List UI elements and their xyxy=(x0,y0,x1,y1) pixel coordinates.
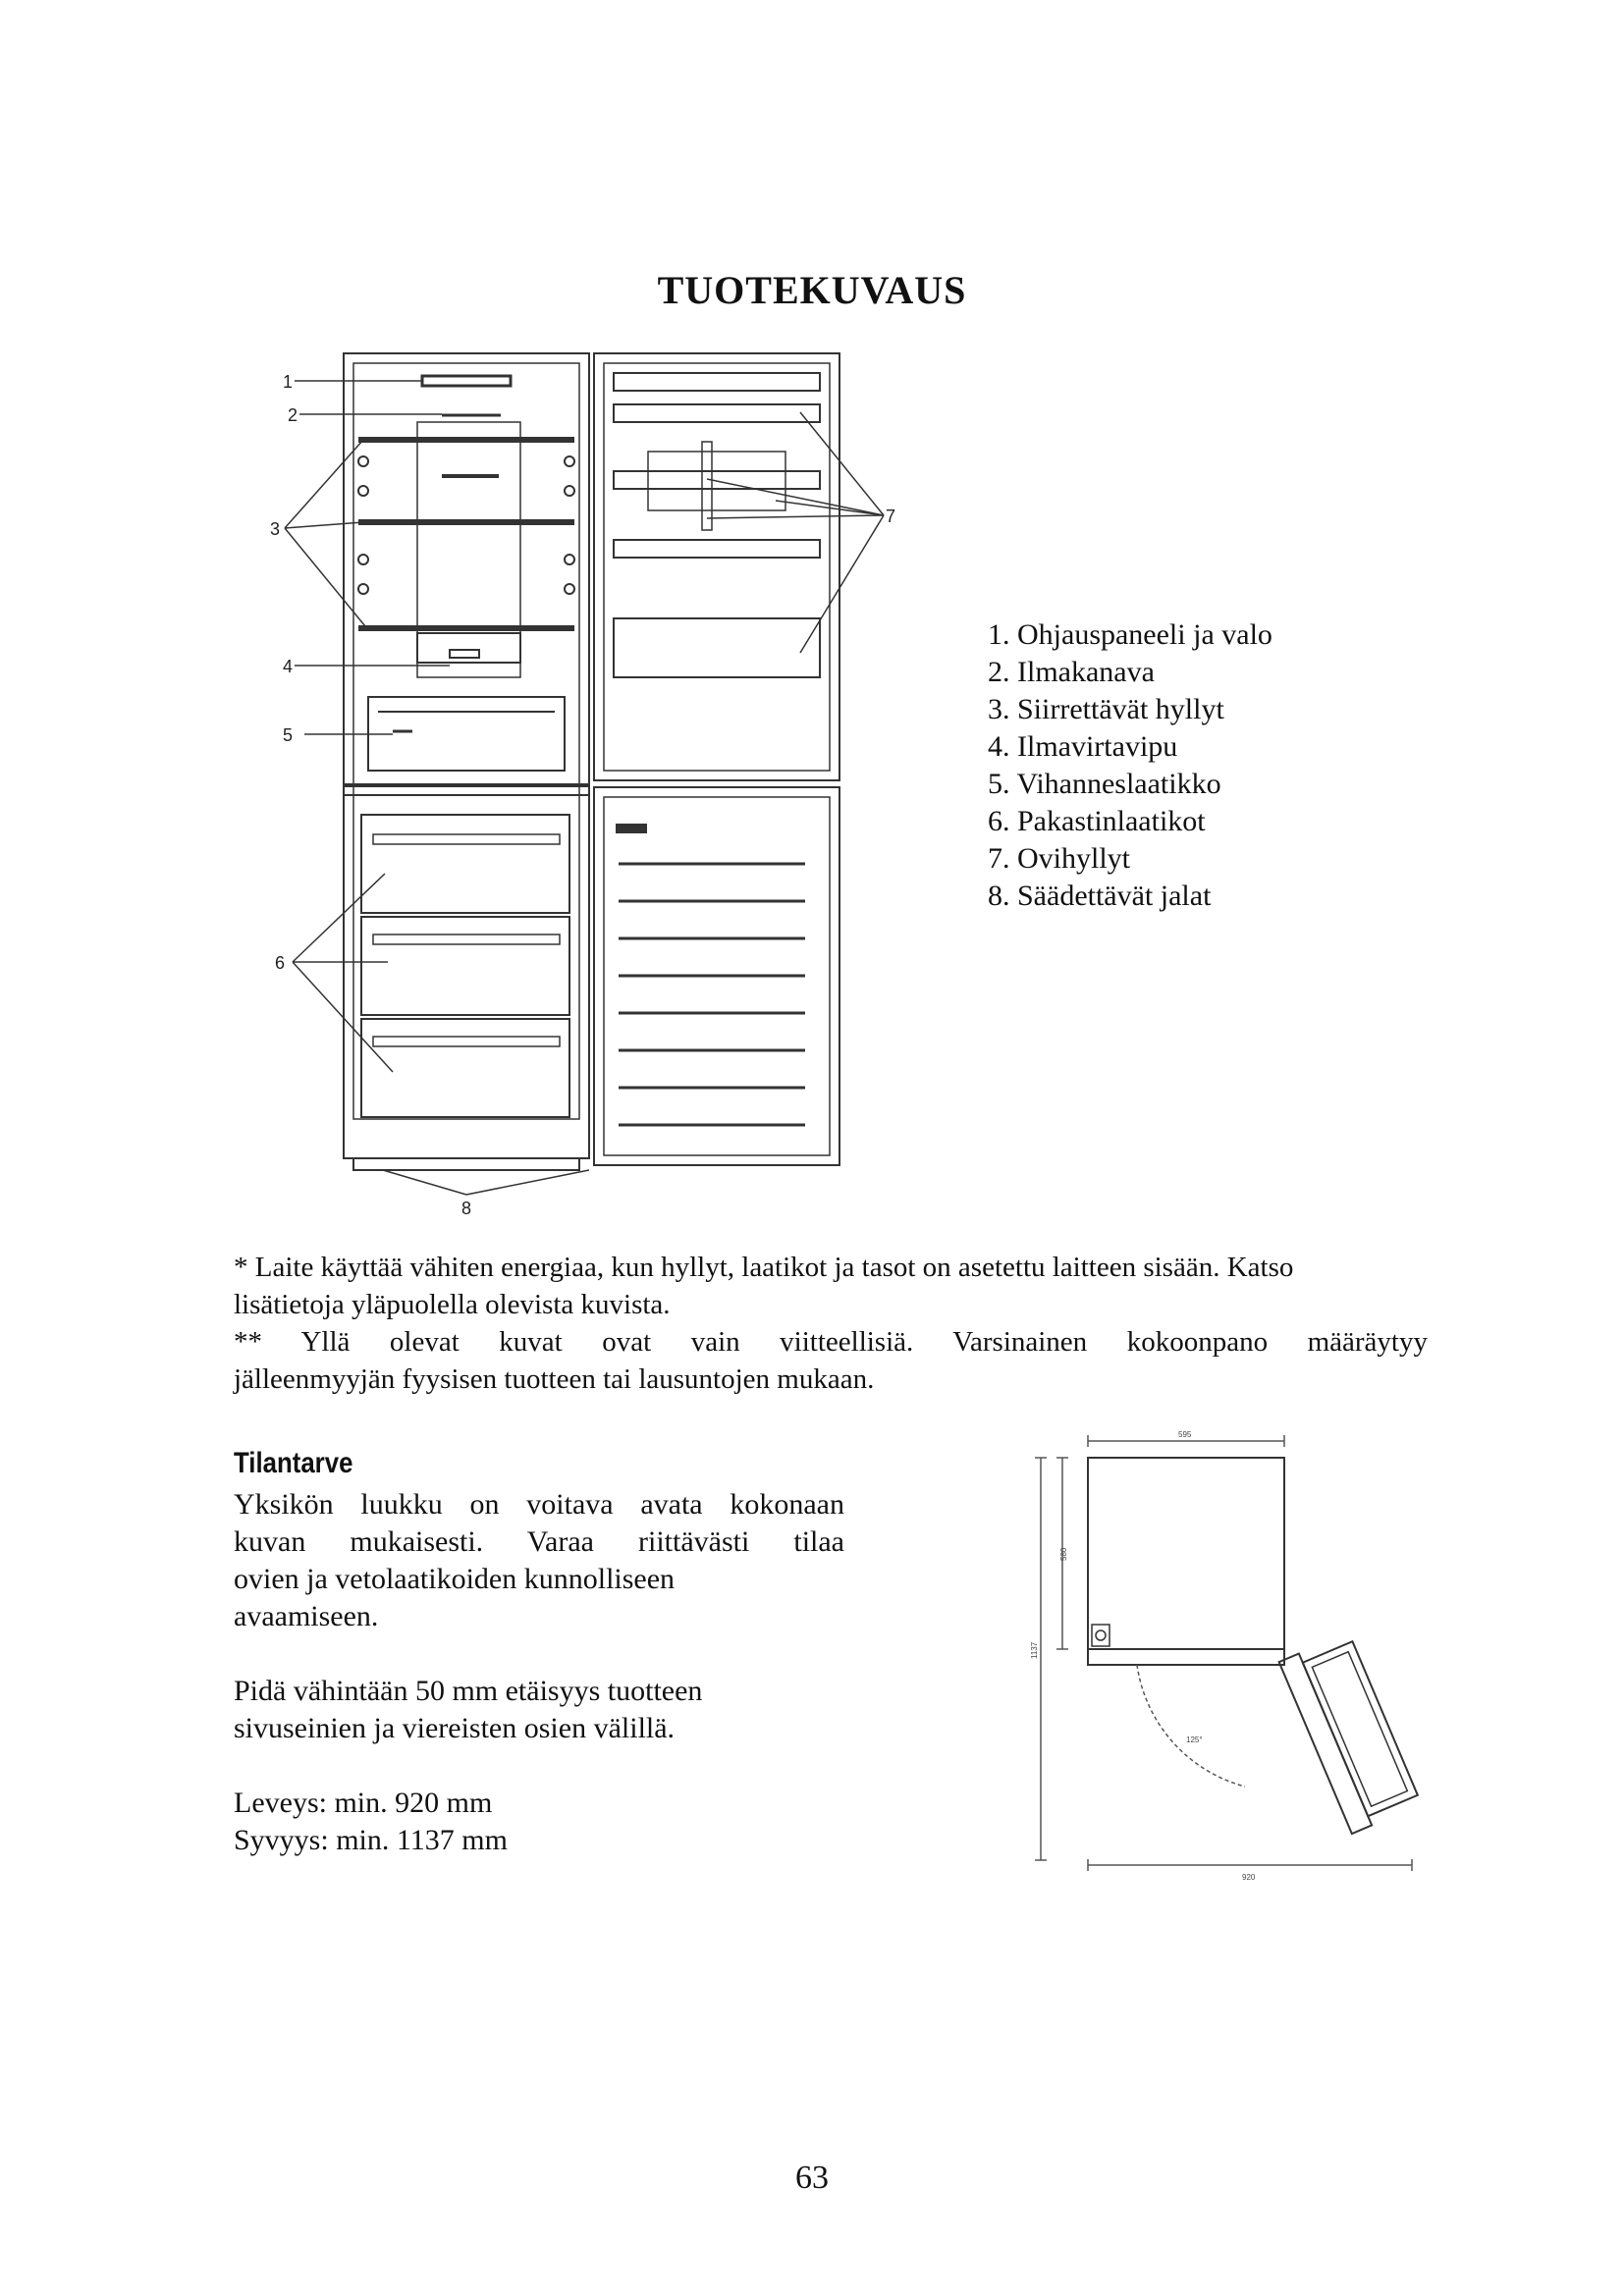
space-p1-line-1: Yksikön luukku on voitava avata kokonaan xyxy=(234,1488,844,1521)
legend-item: 2. Ilmakanava xyxy=(988,656,1155,688)
legend-item: 3. Siirrettävät hyllyt xyxy=(988,693,1224,725)
note-1-line-1: * Laite käyttää vähiten energiaa, kun hyllyt, laatikot ja tasot on asetettu laitteen sisään. Katso xyxy=(234,1252,1294,1283)
notes xyxy=(234,1249,1428,1398)
dim-angle: 125° xyxy=(1186,1735,1203,1744)
dim-bottom: 920 xyxy=(1242,1873,1256,1882)
space-p2-line-1: Pidä vähintään 50 mm etäisyys tuotteen xyxy=(234,1675,703,1707)
callout-7: 7 xyxy=(886,507,896,526)
callout-2: 2 xyxy=(288,405,298,425)
space-p2-line-2: sivuseinien ja viereisten osien välillä. xyxy=(234,1712,676,1744)
callout-4: 4 xyxy=(283,657,294,676)
dim-top: 595 xyxy=(1178,1430,1192,1439)
callout-8: 8 xyxy=(461,1199,472,1218)
legend-item: 4. Ilmavirtavipu xyxy=(988,730,1178,763)
callout-6: 6 xyxy=(275,953,286,973)
callout-3: 3 xyxy=(270,519,281,539)
page-number: 63 xyxy=(795,2160,829,2196)
note-1-line-2: lisätietoja yläpuolella olevista kuvista. xyxy=(234,1289,671,1320)
space-p1-line-3: ovien ja vetolaatikoiden kunnolliseen xyxy=(234,1563,676,1595)
legend-item: 5. Vihanneslaatikko xyxy=(988,768,1221,800)
legend-item: 7. Ovihyllyt xyxy=(988,842,1131,875)
dim-side-total: 1137 xyxy=(1030,1641,1039,1659)
min-depth: Syvyys: min. 1137 mm xyxy=(234,1824,508,1856)
min-width: Leveys: min. 920 mm xyxy=(234,1787,493,1819)
clearance-diagram xyxy=(1021,1414,1424,1885)
legend-item: 6. Pakastinlaatikot xyxy=(988,805,1206,837)
note-2-line-2: jälleenmyyjän fyysisen tuotteen tai lausuntojen mukaan. xyxy=(234,1363,875,1395)
section-heading: Tilantarve xyxy=(234,1447,353,1479)
space-requirements xyxy=(234,1486,844,1859)
callout-1: 1 xyxy=(283,372,294,392)
dim-side-upper: 580 xyxy=(1059,1547,1068,1561)
callout-5: 5 xyxy=(283,725,294,745)
space-p1-line-4: avaamiseen. xyxy=(234,1600,379,1632)
note-2-line-1: ** Yllä olevat kuvat ovat vain viitteellisiä. Varsinainen kokoonpano määräytyy xyxy=(234,1326,1428,1358)
legend-item: 8. Säädettävät jalat xyxy=(988,880,1212,912)
parts-legend xyxy=(988,616,1272,915)
space-p1-line-2: kuvan mukaisesti. Varaa riittävästi tilaa xyxy=(234,1525,844,1558)
fridge-diagram xyxy=(245,334,896,1218)
page-title: TUOTEKUVAUS xyxy=(657,268,967,312)
legend-item: 1. Ohjauspaneeli ja valo xyxy=(988,618,1272,651)
